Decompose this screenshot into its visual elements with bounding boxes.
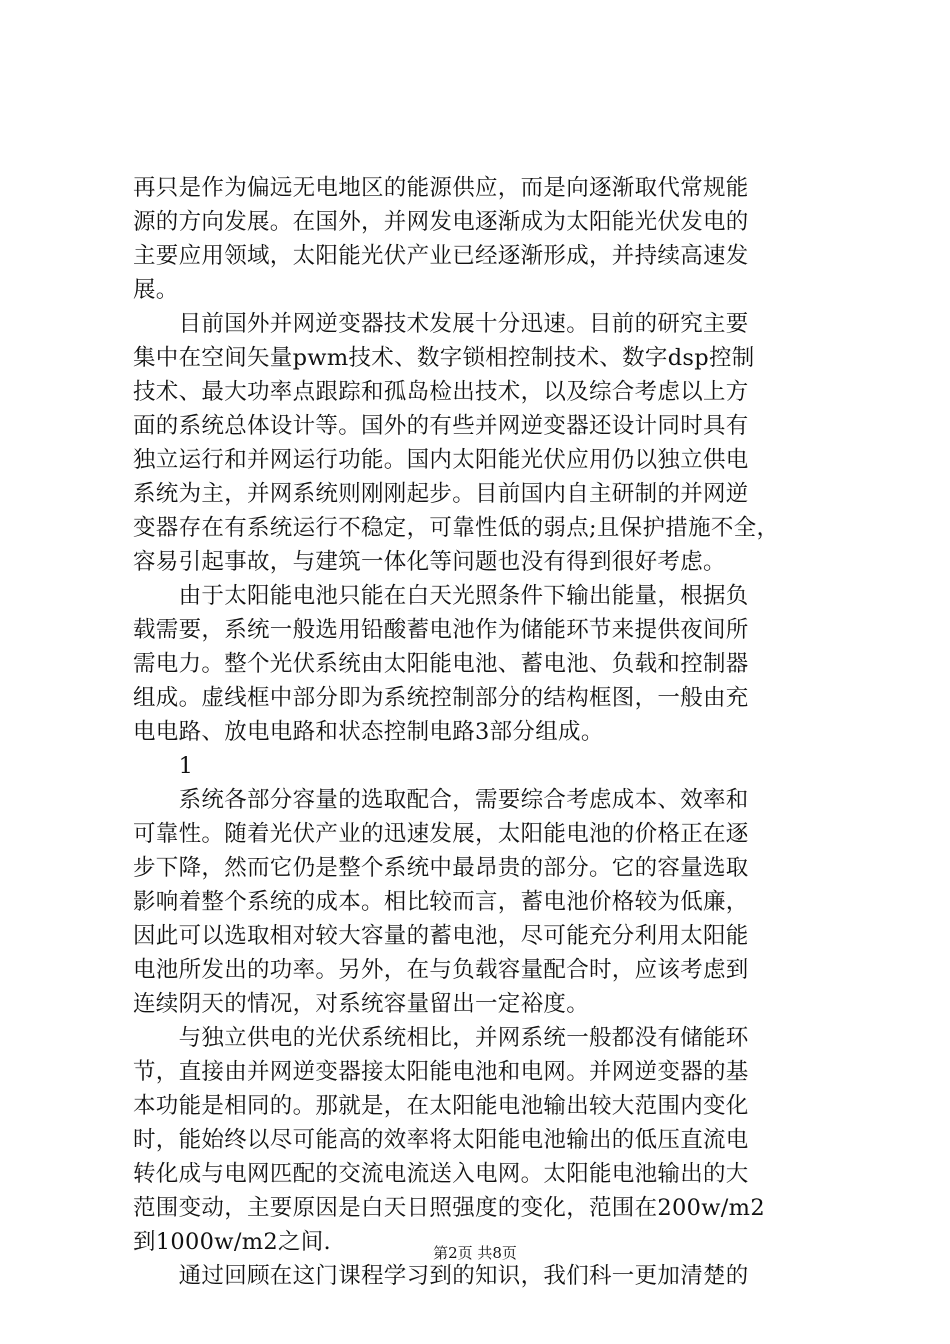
text-line: 步下降，然而它仍是整个系统中最昂贵的部分。它的容量选取 [133,855,749,881]
text-line: 可靠性。随着光伏产业的迅速发展，太阳能电池的价格正在逐 [133,821,749,847]
document-body [133,171,833,1293]
text-line: 因此可以选取相对较大容量的蓄电池，尽可能充分利用太阳能 [133,923,749,949]
text-line: 到1000w/m2之间. [133,1229,332,1255]
text-line: 组成。虚线框中部分即为系统控制部分的结构框图，一般由充 [133,685,749,711]
text-line: 本功能是相同的。那就是，在太阳能电池输出较大范围内变化 [133,1093,749,1119]
text-line: 载需要，系统一般选用铅酸蓄电池作为储能环节来提供夜间所 [133,617,749,643]
text-line: 电池所发出的功率。另外，在与负载容量配合时，应该考虑到 [133,957,749,983]
text-line: 由于太阳能电池只能在白天光照条件下输出能量，根据负 [133,583,749,609]
text-line: 集中在空间矢量pwm技术、数字锁相控制技术、数字dsp控制 [133,345,755,371]
text-line: 容易引起事故，与建筑一体化等问题也没有得到很好考虑。 [133,549,726,575]
text-line: 需电力。整个光伏系统由太阳能电池、蓄电池、负载和控制器 [133,651,749,677]
text-line: 面的系统总体设计等。国外的有些并网逆变器还设计同时具有 [133,413,749,439]
text-line: 与独立供电的光伏系统相比，并网系统一般都没有储能环 [133,1025,749,1051]
text-line: 再只是作为偏远无电地区的能源供应，而是向逐渐取代常规能 [133,175,749,201]
text-line: 影响着整个系统的成本。相比较而言，蓄电池价格较为低廉， [133,889,749,915]
text-line: 转化成与电网匹配的交流电流送入电网。太阳能电池输出的大 [133,1161,749,1187]
text-line: 节，直接由并网逆变器接太阳能电池和电网。并网逆变器的基 [133,1059,749,1085]
text-line: 技术、最大功率点跟踪和孤岛检出技术，以及综合考虑以上方 [133,379,749,405]
text-line: 源的方向发展。在国外，并网发电逐渐成为太阳能光伏发电的 [133,209,749,235]
text-line: 系统为主，并网系统则刚刚起步。目前国内自主研制的并网逆 [133,481,749,507]
text-line: 电电路、放电电路和状态控制电路3部分组成。 [133,719,604,745]
page-footer: 第2页 共8页 [433,1244,517,1262]
text-line: 主要应用领域，太阳能光伏产业已经逐渐形成，并持续高速发 [133,243,749,269]
text-line: 时，能始终以尽可能高的效率将太阳能电池输出的低压直流电 [133,1127,749,1153]
text-line: 展。 [133,277,179,303]
text-line: 连续阴天的情况，对系统容量留出一定裕度。 [133,991,590,1017]
text-line: 1 [133,753,194,779]
text-line: 范围变动，主要原因是白天日照强度的变化，范围在200w/m2 [133,1195,765,1221]
text-line: 独立运行和并网运行功能。国内太阳能光伏应用仍以独立供电 [133,447,749,473]
text-line: 目前国外并网逆变器技术发展十分迅速。目前的研究主要 [133,311,749,337]
text-line: 变器存在有系统运行不稳定，可靠性低的弱点;且保护措施不全， [133,515,780,541]
text-line: 系统各部分容量的选取配合，需要综合考虑成本、效率和 [133,787,749,813]
text-line: 通过回顾在这门课程学习到的知识，我们科一更加清楚的 [133,1263,749,1289]
